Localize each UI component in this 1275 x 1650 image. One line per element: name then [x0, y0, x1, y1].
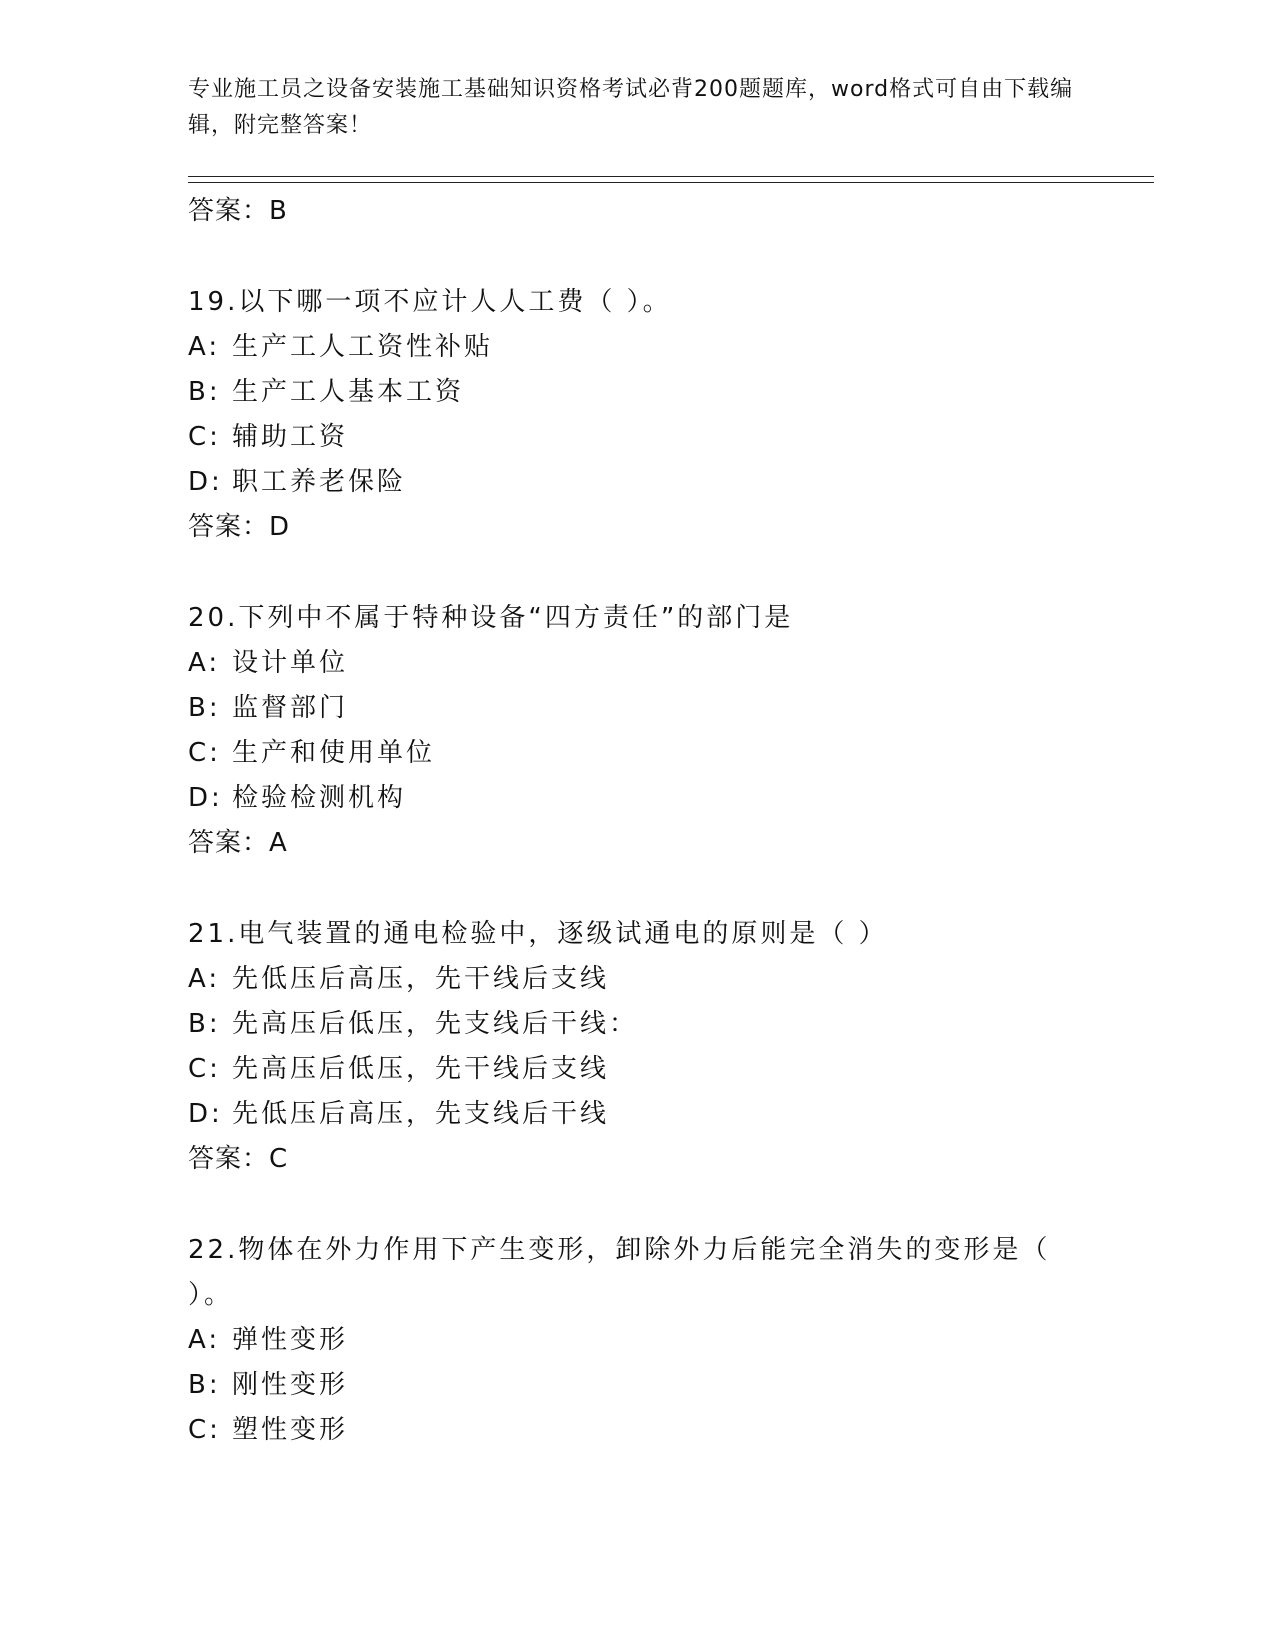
- option-d: [188, 1092, 1088, 1137]
- option-letter: D:: [188, 783, 223, 813]
- option-b: [188, 1002, 1088, 1047]
- option-text: 刚性变形: [232, 1370, 349, 1400]
- option-c: [188, 1047, 1088, 1092]
- option-text: 辅助工资: [232, 422, 349, 452]
- option-text: 弹性变形: [232, 1325, 349, 1355]
- option-letter: B:: [188, 1009, 221, 1039]
- option-c: [188, 1408, 1088, 1453]
- option-a: [188, 325, 1088, 370]
- question-stem: 20.下列中不属于特种设备“四方责任”的部门是: [188, 603, 794, 633]
- option-d: [188, 460, 1088, 505]
- option-a: [188, 1318, 1088, 1363]
- option-letter: B:: [188, 377, 221, 407]
- option-letter: D:: [188, 467, 223, 497]
- question-19: [188, 280, 1088, 550]
- option-text: 生产工人工资性补贴: [232, 332, 494, 362]
- option-b: [188, 1363, 1088, 1408]
- option-letter: C:: [188, 1415, 221, 1445]
- header-rule-bottom: [188, 182, 1154, 183]
- question-stem: 19.以下哪一项不应计人人工费（ ）。: [188, 287, 672, 317]
- option-text: 塑性变形: [232, 1415, 349, 1445]
- question-list: [188, 188, 1088, 1453]
- option-c: [188, 731, 1088, 776]
- question-22: [188, 1228, 1088, 1453]
- option-b: [188, 686, 1088, 731]
- question-answer: 答案：C: [188, 1144, 289, 1174]
- header-rule-top: [188, 176, 1154, 177]
- question-21: [188, 912, 1088, 1182]
- option-text: 先高压后低压，先干线后支线: [232, 1054, 610, 1084]
- option-a: [188, 641, 1088, 686]
- previous-answer: 答案：B: [188, 196, 288, 226]
- option-letter: C:: [188, 422, 221, 452]
- option-letter: A:: [188, 1325, 221, 1355]
- option-a: [188, 957, 1088, 1002]
- option-text: 职工养老保险: [232, 467, 407, 497]
- question-stem: 22.物体在外力作用下产生变形，卸除外力后能完全消失的变形是（ ）。: [188, 1235, 1051, 1310]
- option-text: 生产和使用单位: [232, 738, 436, 768]
- option-letter: A:: [188, 648, 221, 678]
- question-answer: 答案：D: [188, 512, 291, 542]
- question-stem: 21.电气装置的通电检验中，逐级试通电的原则是（ ）: [188, 919, 888, 949]
- option-text: 检验检测机构: [232, 783, 407, 813]
- option-letter: A:: [188, 332, 221, 362]
- option-text: 先高压后低压，先支线后干线：: [232, 1009, 639, 1039]
- option-b: [188, 370, 1088, 415]
- option-c: [188, 415, 1088, 460]
- option-d: [188, 776, 1088, 821]
- option-text: 生产工人基本工资: [232, 377, 465, 407]
- option-letter: C:: [188, 1054, 221, 1084]
- option-letter: D:: [188, 1099, 223, 1129]
- option-text: 先低压后高压，先干线后支线: [232, 964, 610, 994]
- option-text: 先低压后高压，先支线后干线: [232, 1099, 610, 1129]
- option-text: 设计单位: [232, 648, 349, 678]
- option-letter: B:: [188, 693, 221, 723]
- option-text: 监督部门: [232, 693, 349, 723]
- question-20: [188, 596, 1088, 866]
- document-header: 专业施工员之设备安装施工基础知识资格考试必背200题题库，word格式可自由下载编辑，附完整答案！: [188, 77, 1074, 138]
- option-letter: C:: [188, 738, 221, 768]
- option-letter: A:: [188, 964, 221, 994]
- question-answer: 答案：A: [188, 828, 288, 858]
- option-letter: B:: [188, 1370, 221, 1400]
